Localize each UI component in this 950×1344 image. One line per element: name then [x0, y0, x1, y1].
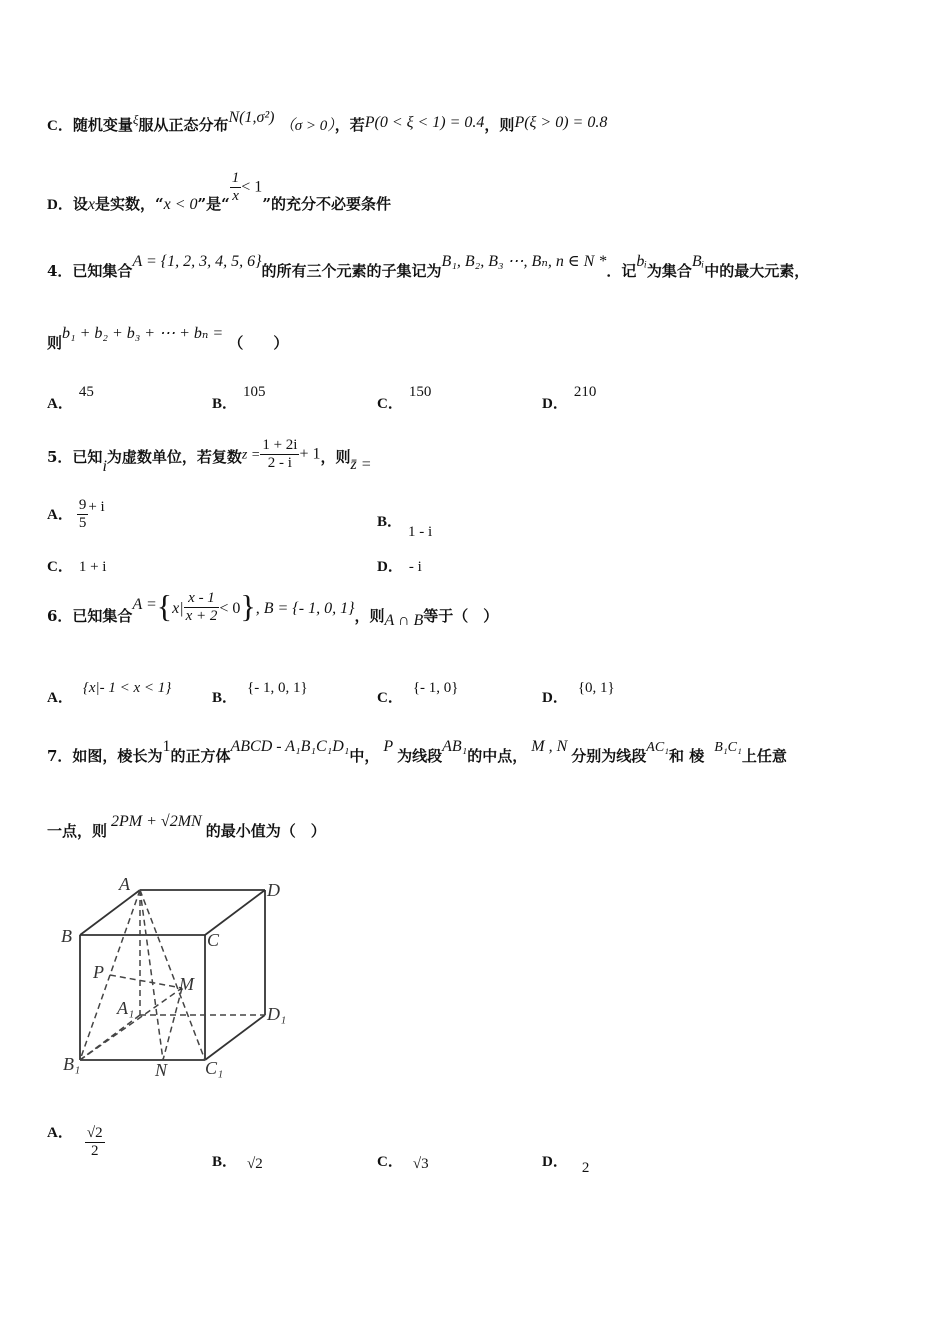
math: + 1: [299, 445, 321, 463]
question-prefix: 7．如图，棱长为: [47, 747, 163, 765]
q5-option-a[interactable]: [47, 497, 105, 532]
q7-option-b[interactable]: [212, 1150, 263, 1171]
option-label: C．: [377, 396, 403, 412]
answer-paren: （ ）: [228, 334, 289, 352]
label-b1: B₁: [63, 1054, 81, 1074]
option-label: A．: [47, 396, 73, 412]
math: x < 0: [163, 195, 198, 213]
q7-stem-line1: [47, 735, 787, 765]
q7-option-d[interactable]: [542, 1150, 590, 1176]
q4-option-b[interactable]: [212, 380, 266, 412]
text: 的所有三个元素的子集记为: [261, 262, 442, 280]
question-prefix: 4．已知集合: [47, 262, 133, 280]
math: b₁ + b₂ + b₃ + ⋯ + bₙ =: [62, 325, 224, 342]
math: AC₁: [646, 740, 670, 755]
option-value: {- 1, 0, 1}: [247, 680, 308, 696]
cube-figure: [55, 870, 300, 1085]
math: A ∩ B: [384, 612, 424, 629]
option-value: 210: [573, 384, 597, 400]
segment-p-m: [110, 975, 182, 988]
text: 分别为线段: [571, 747, 647, 765]
question-prefix: 6．已知集合: [47, 607, 133, 625]
text: 的最小值为（ ）: [205, 822, 326, 840]
q6-stem: [47, 588, 499, 629]
math: ξ: [132, 112, 139, 127]
math: （σ > 0）: [279, 118, 335, 134]
fraction: $\frac{x - 1}{x + 2}$: [185, 589, 218, 624]
text: 一点，则: [47, 822, 108, 840]
brace-open: {: [156, 588, 173, 624]
label-c1: C₁: [205, 1058, 224, 1078]
math: , B = {- 1, 0, 1}: [255, 600, 355, 617]
text: 等于（ ）: [423, 607, 499, 625]
question-prefix: 5．已知: [47, 447, 103, 466]
text: 则: [47, 334, 63, 352]
text: 为线段: [397, 747, 443, 765]
math: N(1,σ²): [228, 109, 275, 126]
q6-option-c[interactable]: [377, 676, 459, 706]
math: 1: [162, 738, 171, 755]
option-label: C．: [47, 559, 73, 575]
option-value: 105: [243, 384, 266, 400]
math: A =: [132, 596, 157, 613]
option-label: D．: [542, 690, 568, 706]
text: ．记: [606, 262, 637, 280]
label-d1: D₁: [267, 1004, 287, 1024]
option-label: A．: [47, 690, 73, 706]
fraction: $\frac{1}{x}$: [231, 170, 240, 204]
text: ”是“: [197, 194, 230, 213]
math: P(ξ > 0) = 0.8: [514, 114, 608, 131]
label-n: N: [155, 1060, 168, 1080]
text: 和 棱: [669, 747, 705, 765]
fraction: $\frac{9}{5}$: [78, 497, 87, 531]
math: M , N: [531, 738, 568, 755]
text: 设: [72, 194, 88, 213]
option-label: C．: [377, 1154, 403, 1170]
math: AB₁: [442, 738, 468, 755]
option-value: 1 + i: [78, 559, 107, 575]
text: 的正方体: [170, 747, 231, 765]
option-value: {- 1, 0}: [412, 680, 459, 696]
q6-option-a[interactable]: [47, 676, 172, 706]
text: 是实数，“: [94, 194, 164, 213]
text: 为集合: [646, 262, 692, 280]
fraction: $\frac{1 + 2i}{2 - i}$: [262, 437, 298, 471]
option-value: 2: [581, 1160, 590, 1176]
math: B₁, B₂, B₃ ⋯, Bₙ, n ∈ N *: [441, 253, 607, 270]
label-a1: A₁: [117, 998, 135, 1018]
math: Bᵢ: [691, 253, 705, 270]
math: A = {1, 2, 3, 4, 5, 6}: [132, 253, 262, 270]
text: 为虚数单位，若复数: [106, 447, 242, 466]
edge-b-a: [80, 890, 140, 935]
q5-option-b[interactable]: [377, 510, 433, 540]
q4-option-a[interactable]: [47, 380, 94, 412]
edge-d1-c1: [205, 1015, 265, 1060]
option-value: - i: [408, 559, 422, 575]
q3-option-d: [47, 170, 391, 213]
math: ABCD - A₁B₁C₁D₁: [230, 738, 350, 755]
q4-stem-line1: [47, 250, 810, 280]
math: z̄ =: [350, 455, 372, 473]
math: B₁C₁: [714, 740, 742, 755]
q5-stem: [47, 437, 372, 475]
text: 上任意: [741, 747, 787, 765]
math: bᵢ: [636, 253, 647, 270]
option-value: √2: [247, 1156, 263, 1172]
math: x: [87, 195, 95, 213]
label-m: M: [179, 974, 194, 994]
math: 2PM + √2MN: [111, 813, 202, 830]
option-value: + i: [88, 499, 105, 515]
label-b: B: [61, 926, 72, 946]
math: < 0: [219, 600, 241, 617]
text: 中，: [349, 747, 380, 765]
q7-option-c[interactable]: [377, 1150, 429, 1171]
text: 服从正态分布: [138, 116, 229, 134]
q7-option-a[interactable]: [47, 1125, 105, 1160]
math: x|: [172, 600, 184, 617]
text: ，则: [320, 447, 351, 466]
brace-close: }: [240, 588, 256, 624]
option-label: B．: [212, 690, 238, 706]
math: P: [383, 738, 394, 755]
text: ”的充分不必要条件: [262, 194, 391, 213]
math: i: [102, 457, 107, 475]
option-label: C．: [377, 690, 403, 706]
q6-option-d[interactable]: [542, 676, 615, 706]
option-label: D．: [47, 196, 73, 213]
option-label: D．: [377, 559, 403, 575]
math: < 1: [241, 178, 263, 196]
option-label: C．: [47, 118, 73, 134]
option-label: B．: [212, 396, 238, 412]
label-c: C: [207, 930, 220, 950]
math: z =: [241, 447, 261, 463]
q4-option-c[interactable]: [377, 380, 432, 412]
q4-stem-line2: [47, 322, 289, 352]
option-value: 45: [78, 384, 94, 400]
option-label: D．: [542, 1154, 568, 1170]
q4-option-d[interactable]: [542, 380, 597, 412]
option-value: 150: [408, 384, 432, 400]
label-a: A: [119, 874, 130, 894]
label-d: D: [267, 880, 280, 900]
option-value: √3: [412, 1156, 429, 1172]
option-label: A．: [47, 1125, 73, 1141]
option-value: {x|- 1 < x < 1}: [82, 680, 172, 696]
option-label: D．: [542, 396, 568, 412]
option-label: B．: [212, 1154, 238, 1170]
fraction: $\frac{√2}{2}$: [86, 1125, 103, 1159]
segment-a-n: [140, 890, 163, 1060]
text: ，则: [354, 607, 385, 625]
text: ，则: [484, 116, 515, 134]
option-label: B．: [377, 514, 403, 530]
option-value: 1 - i: [408, 524, 433, 540]
text: 的中点，: [467, 747, 528, 765]
math: P(0 < ξ < 1) = 0.4: [364, 114, 485, 131]
q7-stem-line2: [47, 810, 326, 840]
q5-option-d[interactable]: [377, 555, 422, 576]
label-p: P: [93, 962, 104, 982]
edge-d-c: [205, 890, 265, 935]
q6-option-b[interactable]: [212, 676, 308, 706]
text: ，若: [334, 116, 365, 134]
option-label: A．: [47, 507, 73, 523]
q3-option-c: [47, 109, 608, 135]
segment-a-c1: [140, 890, 205, 1060]
option-value: {0, 1}: [577, 680, 615, 696]
q5-option-c[interactable]: [47, 555, 106, 576]
text: 随机变量: [72, 116, 133, 134]
text: 中的最大元素，: [704, 262, 810, 280]
